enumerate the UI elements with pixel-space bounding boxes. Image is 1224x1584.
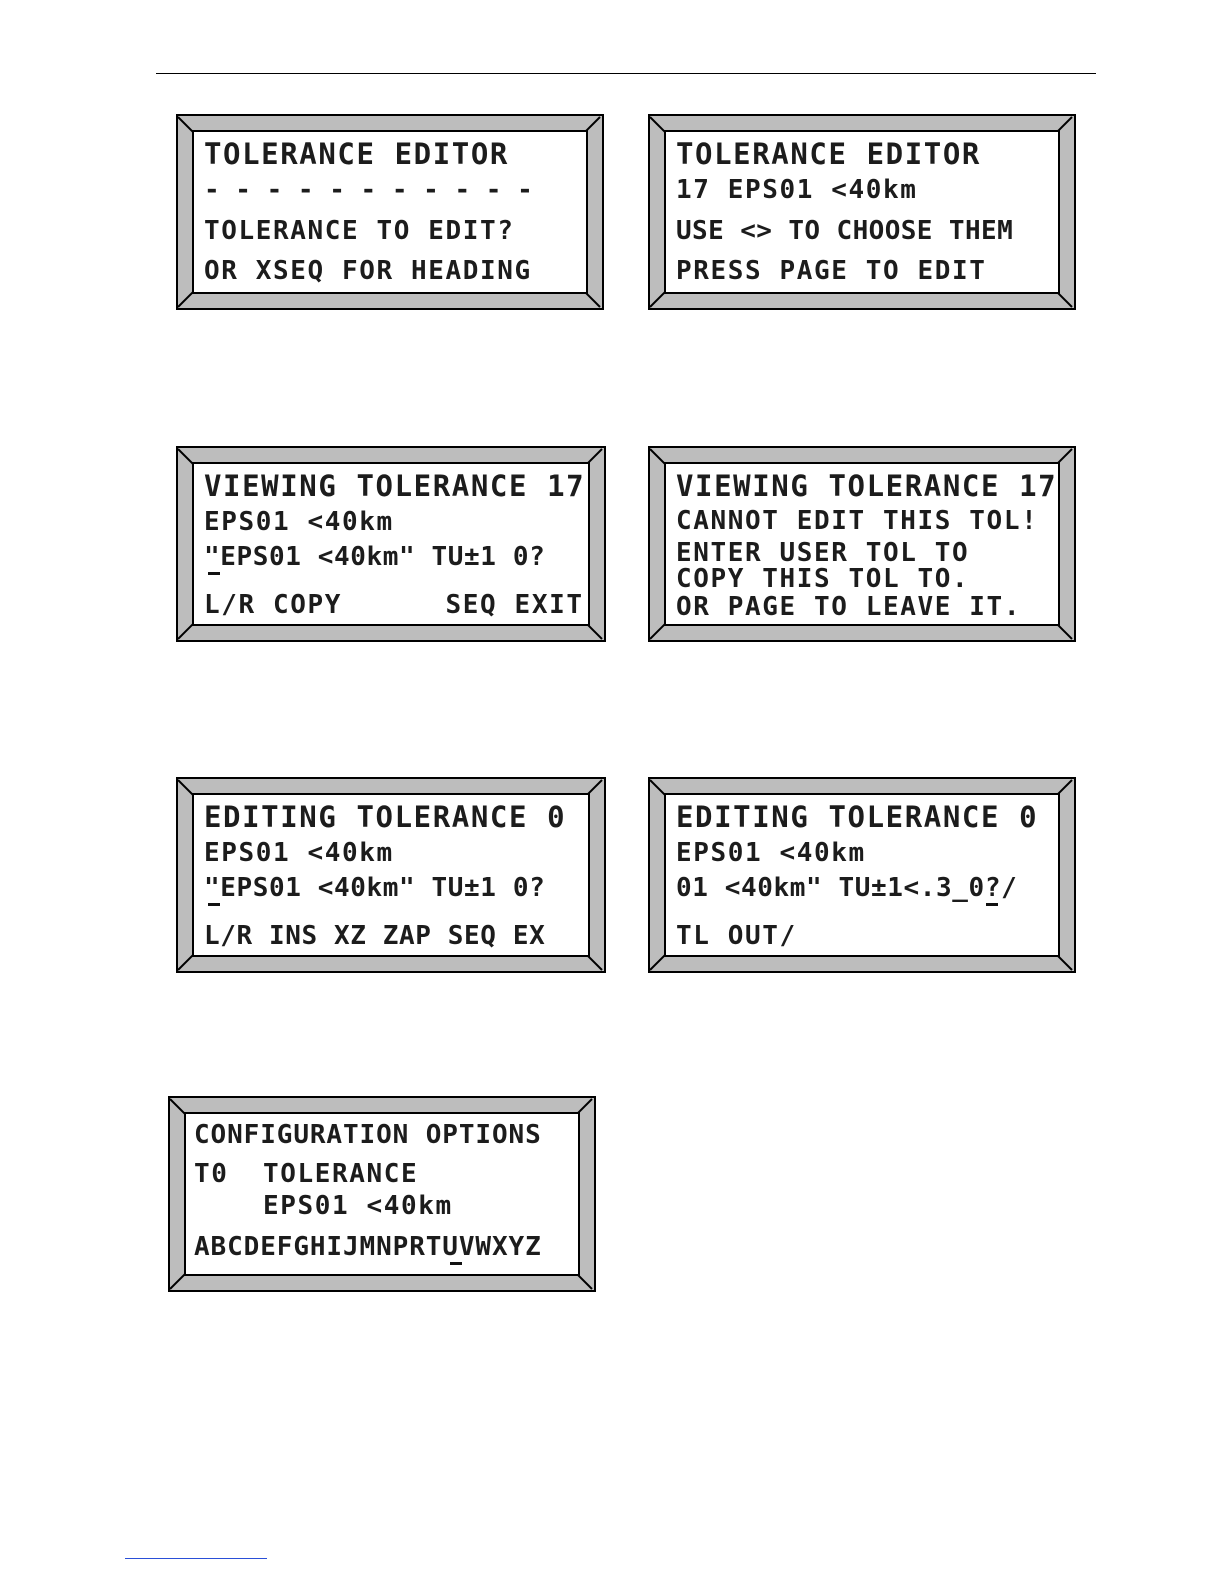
lcd-line-3: 01 <40km" TU±1<.3_0?/ bbox=[676, 873, 1018, 903]
lcd-line-2: EPS01 <40km bbox=[204, 507, 394, 537]
lcd-panel-editing-tolerance-scrolled bbox=[648, 777, 1076, 973]
lcd-panel-configuration-options bbox=[168, 1096, 596, 1292]
lcd-panel-cannot-edit bbox=[648, 446, 1076, 642]
lcd-screen bbox=[664, 462, 1060, 626]
lcd-screen bbox=[192, 793, 590, 957]
lcd-line-2: EPS01 <40km bbox=[204, 838, 394, 868]
lcd-panel-editing-tolerance bbox=[176, 777, 606, 973]
lcd-line-3: "EPS01 <40km" TU±1 0? bbox=[204, 873, 546, 903]
lcd-line-3: ENTER USER TOL TO bbox=[676, 538, 970, 568]
lcd-line-3: EPS01 <40km bbox=[194, 1191, 453, 1221]
lcd-line-2: T0 TOLERANCE bbox=[194, 1159, 419, 1189]
text-cursor bbox=[986, 903, 998, 906]
lcd-line-3: USE <> TO CHOOSE THEM bbox=[676, 216, 1014, 246]
text-cursor bbox=[450, 1262, 462, 1265]
text-cursor bbox=[208, 903, 220, 906]
lcd-line-2: - - - - - - - - - - - bbox=[204, 175, 533, 205]
lcd-line-4: TL OUT/ bbox=[676, 921, 797, 951]
lcd-line-2: 17 EPS01 <40km bbox=[676, 175, 918, 205]
lcd-panel-tolerance-editor-prompt bbox=[176, 114, 604, 310]
lcd-line-1: VIEWING TOLERANCE 17 bbox=[204, 469, 586, 503]
lcd-line-5: OR PAGE TO LEAVE IT. bbox=[676, 592, 1022, 622]
lcd-screen bbox=[184, 1112, 580, 1276]
lcd-screen bbox=[664, 130, 1060, 294]
lcd-line-4: COPY THIS TOL TO. bbox=[676, 564, 970, 594]
lcd-screen bbox=[192, 462, 590, 626]
header-rule bbox=[156, 73, 1096, 74]
lcd-line-2: EPS01 <40km bbox=[676, 838, 866, 868]
lcd-line-3: "EPS01 <40km" TU±1 0? bbox=[204, 542, 546, 572]
lcd-panel-viewing-tolerance bbox=[176, 446, 606, 642]
lcd-line-4: ABCDEFGHIJMNPRTUVWXYZ bbox=[194, 1232, 542, 1262]
lcd-line-1: TOLERANCE EDITOR bbox=[204, 137, 509, 171]
lcd-line-1: EDITING TOLERANCE 0 bbox=[676, 800, 1039, 834]
lcd-screen bbox=[192, 130, 588, 294]
lcd-line-4: PRESS PAGE TO EDIT bbox=[676, 256, 987, 286]
lcd-line-1: EDITING TOLERANCE 0 bbox=[204, 800, 567, 834]
lcd-line-1: CONFIGURATION OPTIONS bbox=[194, 1120, 542, 1150]
lcd-panel-tolerance-editor-choose bbox=[648, 114, 1076, 310]
lcd-line-1: VIEWING TOLERANCE 17 bbox=[676, 469, 1058, 503]
text-cursor bbox=[208, 572, 220, 575]
lcd-screen bbox=[664, 793, 1060, 957]
lcd-line-1: TOLERANCE EDITOR bbox=[676, 137, 981, 171]
lcd-line-2: CANNOT EDIT THIS TOL! bbox=[676, 506, 1039, 536]
lcd-line-3: TOLERANCE TO EDIT? bbox=[204, 216, 515, 246]
lcd-line-4: OR XSEQ FOR HEADING bbox=[204, 256, 532, 286]
lcd-line-4: L/R COPY SEQ EXIT bbox=[204, 590, 584, 620]
lcd-line-4: L/R INS XZ ZAP SEQ EX bbox=[204, 921, 546, 951]
footnote-rule bbox=[125, 1558, 267, 1559]
